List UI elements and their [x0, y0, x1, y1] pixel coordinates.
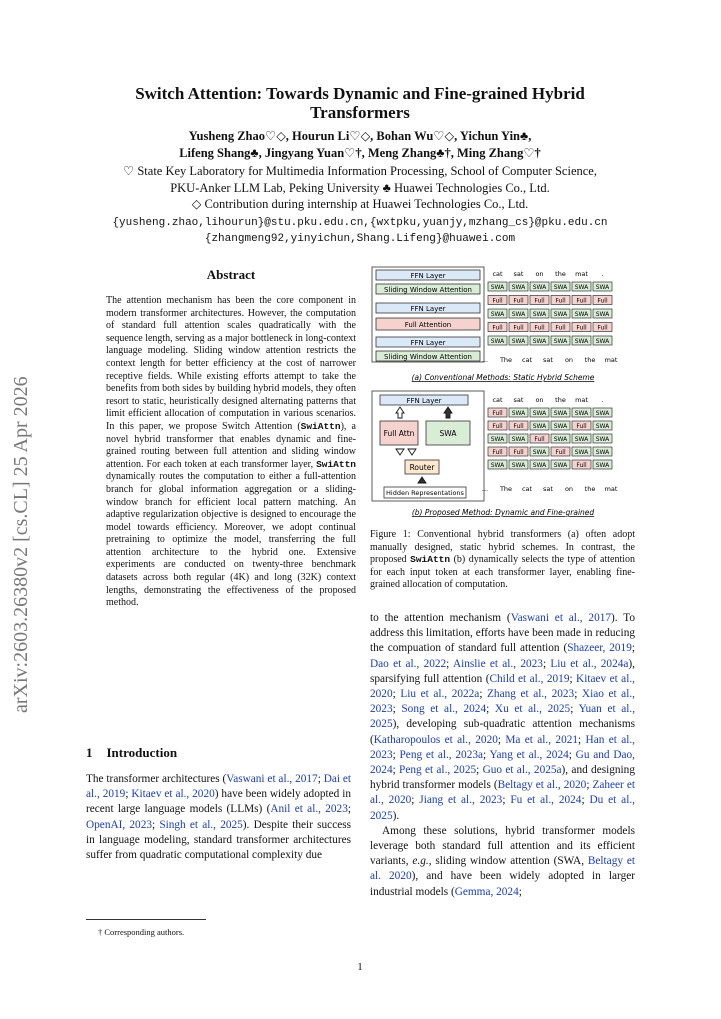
token-label: cat	[492, 396, 503, 404]
token-label: mat	[604, 356, 618, 364]
body-text: ), sparsifying full attention (	[370, 657, 635, 685]
cell-label: SWA	[595, 449, 610, 456]
cell-label: Full	[597, 297, 608, 305]
cell-label: Full	[576, 324, 587, 332]
body-text: ;	[411, 794, 420, 807]
cell-label: Full	[492, 324, 503, 332]
cell-label: Full	[597, 324, 608, 332]
citation-link[interactable]: Guo et al., 2025a	[482, 764, 562, 777]
page-number: 1	[357, 961, 363, 973]
token-label: .	[601, 270, 604, 278]
paper-title	[60, 84, 660, 122]
cell-label: SWA	[511, 284, 526, 291]
ffn-layer-label: FFN Layer	[410, 272, 446, 280]
citation-link[interactable]: Dai et al., 2019	[86, 773, 352, 801]
cell-label: SWA	[532, 449, 547, 456]
citation-link[interactable]: Beltagy et al. 2020	[370, 855, 635, 883]
body-text: ).	[392, 809, 400, 822]
intro-text: ;	[347, 803, 351, 816]
cell-label: SWA	[574, 436, 589, 443]
intro-text: ) have been widely adopted in recent large language models (LLMs) (	[86, 788, 351, 816]
citation-link[interactable]: Ma et al., 2021	[505, 733, 579, 746]
body-text: ;	[578, 733, 586, 746]
token-label: cat	[492, 270, 503, 278]
body-text: ). To address this limitation, efforts have been made in reducing the compuation of standard full attention (	[370, 612, 636, 655]
abstract-code-2: SwiAttn	[316, 458, 356, 470]
cell-label: SWA	[595, 436, 610, 443]
token-label: sat	[543, 485, 553, 493]
figure-1	[370, 263, 635, 521]
cell-label: SWA	[511, 436, 526, 443]
citation-link[interactable]: Yuan et al., 2025	[370, 703, 636, 731]
cell-label: Full	[513, 324, 524, 332]
cell-label: SWA	[595, 284, 610, 291]
swa-layer-label: Sliding Window Attention	[384, 286, 472, 294]
body-text: ;	[586, 779, 593, 792]
email-line-2: {zhangmeng92,yinyichun,Shang.Lifeng}@huawei.com	[204, 233, 516, 245]
panel-b-bottom-tokens	[482, 485, 618, 493]
token-label: ...	[481, 485, 489, 493]
citation-link[interactable]: Song et al., 2024	[401, 703, 487, 716]
title-line-2: Transformers	[310, 103, 410, 122]
citation-link[interactable]: Anil et al., 2023	[270, 803, 348, 816]
body-text: ;	[574, 688, 582, 701]
panel-b-grid	[488, 408, 612, 469]
body-text: ;	[392, 764, 400, 777]
abstract-heading: Abstract	[206, 267, 256, 282]
cell-label: Full	[492, 410, 503, 417]
token-label: The	[499, 356, 513, 364]
cell-label: SWA	[511, 462, 526, 469]
up-arrow-icon	[396, 407, 404, 418]
arxiv-stamp-text: arXiv:2603.26380v2 [cs.CL] 25 Apr 2026	[10, 376, 32, 713]
cell-label: Full	[492, 297, 503, 305]
down-arrow-icon	[408, 449, 416, 455]
cell-label: Full	[492, 449, 503, 456]
cell-label: SWA	[574, 284, 589, 291]
abstract-text-1: The attention mechanism has been the core component in modern transformer architectures. However, the computation of standard full attention scales quadratically with the sequence length, serving as a major bottleneck in long-context language modeling. Sliding window attention restricts the context length for better efficiency at the cost of narrower receptive fields. While existing efforts attempt to take the benefits from both sides by building hybrid models, they often resort to static, heuristically designed alternating patterns that limit efficient allocation of computation in various scenarios. In this paper, we propose Switch Attention (	[106, 295, 356, 432]
cell-label: Full	[555, 324, 566, 332]
affiliation-line-1: ♡ State Key Laboratory for Multimedia Information Processing, School of Computer Science,	[123, 164, 597, 178]
body-text: ;	[483, 748, 490, 761]
token-label: on	[564, 356, 574, 364]
cell-label: SWA	[511, 311, 526, 318]
affiliations	[60, 163, 660, 213]
cell-label: SWA	[595, 311, 610, 318]
author-emails	[60, 215, 660, 247]
body-text: ;	[631, 642, 635, 655]
abstract-text-3: dynamically routes the computation to either a full-attention branch for global information aggregation or a sliding-window branch for efficient local pattern matching. An adaptive regularization objective is designed to encourage the model towards efficiency. Moreover, we adopt continual pretraining to optimize the model, transferring the full attention architecture to the hybrid one. Extensive experiments are conducted on twenty-three benchmark datasets across both regular (4K) and long (32K) context lengths, demonstrating the effectiveness of the proposed method.	[106, 471, 356, 609]
citation-link[interactable]: Xu et al., 2025	[494, 703, 571, 716]
full-attn-label: Full Attn	[383, 429, 415, 438]
body-text: to the attention mechanism (	[370, 612, 511, 624]
citation-link[interactable]: Kitaev et al., 2020	[131, 788, 215, 801]
panel-a-top-tokens	[492, 270, 603, 278]
section-number: 1	[86, 745, 93, 760]
citation-link[interactable]: Child et al., 2019	[489, 672, 570, 685]
email-line-1: {yusheng.zhao,lihourun}@stu.pku.edu.cn,{wxtpku,yuanjy,mzhang_cs}@pku.edu.cn	[112, 217, 608, 229]
body-text: ;	[446, 657, 453, 670]
ffn-layer-label: FFN Layer	[410, 305, 446, 313]
body-text: , sliding window attention (SWA,	[428, 855, 588, 868]
cell-label: Full	[555, 449, 566, 456]
cell-label: SWA	[574, 449, 589, 456]
body-text: ;	[497, 733, 506, 746]
token-label: cat	[521, 485, 533, 493]
cell-label: Full	[534, 436, 545, 443]
body-text: ;	[570, 703, 579, 716]
body-text: ;	[581, 794, 590, 807]
token-label: on	[535, 270, 544, 278]
abstract-code-1: SwiAttn	[300, 420, 341, 432]
body-text-italic: e.g.	[412, 855, 429, 868]
body-text: ), and have been widely adopted in larger industrial models (	[370, 870, 635, 898]
citation-link[interactable]: Vaswani et al., 2017	[510, 612, 612, 624]
citation-link[interactable]: Zhang et al., 2023	[487, 688, 575, 701]
intro-text: The transformer architectures (	[86, 773, 227, 785]
cell-label: Full	[513, 423, 524, 430]
cell-label: Full	[492, 423, 503, 430]
panel-b-caption: (b) Proposed Method: Dynamic and Fine-grained	[411, 508, 595, 517]
citation-link[interactable]: Beltagy et al., 2020	[497, 779, 587, 792]
intro-text: ). Despite their success in language modeling, standard transformer architectures suffer from quadratic computational complexity due	[86, 818, 352, 862]
token-label: mat	[575, 270, 588, 278]
body-text: ), developing sub-quadratic attention mechanisms (	[370, 718, 635, 746]
citation-link[interactable]: Singh et al., 2025	[159, 818, 243, 831]
affiliation-line-3: ◇ Contribution during internship at Huawei Technologies Co., Ltd.	[191, 197, 529, 211]
body-text: ;	[518, 885, 522, 898]
section-heading	[86, 745, 177, 761]
title-line-1: Switch Attention: Towards Dynamic and Fine-grained Hybrid	[135, 84, 585, 103]
right-paragraph-1	[370, 612, 635, 822]
cell-label: Full	[576, 423, 587, 430]
cell-label: Full	[534, 324, 545, 332]
token-label: on	[535, 396, 544, 404]
citation-link[interactable]: Yang et al., 2024	[489, 748, 569, 761]
citation-link[interactable]: Gemma, 2024	[454, 885, 519, 898]
cell-label: SWA	[574, 410, 589, 417]
body-text: ;	[392, 748, 400, 761]
panel-b-frame	[372, 391, 484, 501]
section-title: Introduction	[106, 745, 178, 760]
citation-link[interactable]: Ainslie et al., 2023	[452, 657, 543, 670]
citation-link[interactable]: Gu and Dao, 2024	[370, 748, 635, 777]
footnote-rule	[86, 919, 206, 920]
cell-label: SWA	[553, 436, 568, 443]
citation-link[interactable]: Shazeer, 2019	[567, 642, 632, 655]
figure-caption	[370, 529, 635, 592]
ffn-layer-label: FFN Layer	[406, 397, 442, 405]
caption-text: Figure 1: Conventional hybrid transformers (a) often adopt manually designed, static hybrid schemes. In contrast, the proposed	[370, 529, 635, 566]
citation-link[interactable]: Kitaev et al., 2020	[370, 672, 635, 701]
panel-a-frame	[372, 267, 484, 362]
body-text: ;	[502, 794, 511, 807]
token-label: the	[555, 270, 566, 278]
caption-code: SwiAttn	[410, 554, 451, 566]
intro-text: ;	[152, 818, 160, 831]
citation-link[interactable]: OpenAI, 2023	[86, 818, 152, 831]
cell-label: SWA	[490, 436, 505, 443]
authors-line-2: Lifeng Shang♣, Jingyang Yuan♡†, Meng Zhang♣†, Ming Zhang♡†	[179, 146, 541, 160]
citation-link[interactable]: Peng et al., 2023a	[399, 748, 484, 761]
cell-label: Full	[555, 297, 566, 305]
token-label: the	[584, 485, 596, 493]
arxiv-stamp	[6, 295, 36, 715]
cell-label: SWA	[532, 284, 547, 291]
cell-label: Full	[576, 462, 587, 469]
citation-link[interactable]: Han et al., 2023	[370, 733, 635, 761]
token-label: the	[555, 396, 566, 404]
citation-link[interactable]: Jiang et al., 2023	[419, 794, 503, 807]
cell-label: SWA	[490, 284, 505, 291]
full-attn-layer-label: Full Attention	[404, 321, 452, 329]
swa-layer-label: Sliding Window Attention	[384, 353, 472, 361]
cell-label: SWA	[553, 311, 568, 318]
cell-label: SWA	[532, 338, 547, 345]
token-label: The	[499, 485, 513, 493]
cell-label: SWA	[553, 338, 568, 345]
cell-label: SWA	[553, 284, 568, 291]
hidden-repr-label: Hidden Representations	[386, 489, 464, 497]
cell-label: SWA	[574, 311, 589, 318]
body-text: ;	[479, 688, 488, 701]
up-arrow-icon	[444, 407, 452, 418]
cell-label: Full	[513, 449, 524, 456]
authors-line-1: Yusheng Zhao♡◇, Hourun Li♡◇, Bohan Wu♡◇, Yichun Yin♣,	[188, 129, 532, 143]
cell-label: SWA	[490, 462, 505, 469]
body-text: ;	[542, 657, 551, 670]
panel-a-caption: (a) Conventional Methods: Static Hybrid Scheme	[411, 373, 595, 382]
author-list	[60, 128, 660, 162]
abstract-body	[106, 295, 356, 610]
affiliation-line-2: PKU-Anker LLM Lab, Peking University ♣ Huawei Technologies Co., Ltd.	[170, 180, 550, 195]
abstract-text-2: ), a novel hybrid transformer that enables dynamic and fine-grained routing between full attention and sliding window attention. For each token at each transformer layer,	[106, 420, 356, 470]
body-text: ;	[476, 764, 483, 777]
caption-text: (b) dynamically selects the type of attention for each input token at each transformer layer, enabling fine-grained allocation of computation.	[370, 554, 635, 591]
cell-label: SWA	[553, 410, 568, 417]
footnote: † Corresponding authors.	[98, 927, 185, 937]
ffn-layer-label: FFN Layer	[410, 339, 446, 347]
token-label: sat	[513, 270, 524, 278]
panel-a-grid	[488, 282, 612, 345]
cell-label: Full	[576, 297, 587, 305]
token-label: mat	[575, 396, 588, 404]
cell-label: SWA	[595, 338, 610, 345]
cell-label: SWA	[532, 410, 547, 417]
body-text: Among these solutions, hybrid transformer models leverage both standard full attention and its efficient variants,	[370, 824, 635, 868]
cell-label: SWA	[595, 410, 610, 417]
cell-label: SWA	[511, 410, 526, 417]
cell-label: SWA	[574, 338, 589, 345]
body-text: ), and designing hybrid transformer models (	[370, 764, 635, 792]
token-label: cat	[521, 356, 533, 364]
token-label: the	[584, 356, 596, 364]
intro-paragraph	[86, 772, 351, 863]
down-arrow-icon	[396, 449, 404, 455]
panel-b-top-tokens	[492, 396, 603, 404]
token-label: .	[601, 396, 604, 404]
cell-label: SWA	[511, 338, 526, 345]
cell-label: SWA	[553, 462, 568, 469]
body-text: ;	[392, 688, 401, 701]
intro-text: ;	[125, 788, 132, 801]
citation-link[interactable]: Xiao et al., 2023	[370, 688, 635, 716]
swa-label: SWA	[439, 429, 457, 438]
citation-link[interactable]: Vaswani et al., 2017	[226, 773, 318, 785]
citation-link[interactable]: Liu et al., 2024a	[550, 657, 629, 670]
token-label: ...	[481, 356, 489, 364]
panel-a-bottom-tokens	[482, 356, 618, 364]
cell-label: SWA	[595, 462, 610, 469]
token-label: mat	[604, 485, 618, 493]
citation-link[interactable]: Dao et al., 2022	[370, 657, 447, 670]
cell-label: Full	[513, 297, 524, 305]
cell-label: SWA	[490, 338, 505, 345]
cell-label: SWA	[595, 423, 610, 430]
cell-label: SWA	[532, 311, 547, 318]
right-column-text	[370, 611, 635, 900]
citation-link[interactable]: Peng et al., 2025	[399, 764, 477, 777]
citation-link[interactable]: Zaheer et al., 2020	[370, 779, 635, 807]
router-label: Router	[409, 463, 435, 472]
citation-link[interactable]: Du et al., 2025	[370, 794, 635, 822]
intro-text: ;	[317, 773, 324, 785]
cell-label: Full	[534, 297, 545, 305]
up-arrow-icon	[418, 477, 426, 483]
citation-link[interactable]: Katharopoulos et al., 2020	[373, 733, 498, 746]
figure-1-diagram	[370, 263, 635, 521]
cell-label: SWA	[532, 423, 547, 430]
body-text: ;	[486, 703, 495, 716]
citation-link[interactable]: Fu et al., 2024	[510, 794, 582, 807]
token-label: sat	[543, 356, 553, 364]
body-text: ;	[392, 703, 402, 716]
token-label: on	[564, 485, 574, 493]
cell-label: SWA	[532, 462, 547, 469]
citation-link[interactable]: Liu et al., 2022a	[400, 688, 480, 701]
cell-label: SWA	[490, 311, 505, 318]
body-text: ;	[568, 748, 576, 761]
cell-label: SWA	[553, 423, 568, 430]
body-text: ;	[569, 672, 577, 685]
token-label: sat	[513, 396, 524, 404]
right-paragraph-2	[370, 824, 635, 900]
